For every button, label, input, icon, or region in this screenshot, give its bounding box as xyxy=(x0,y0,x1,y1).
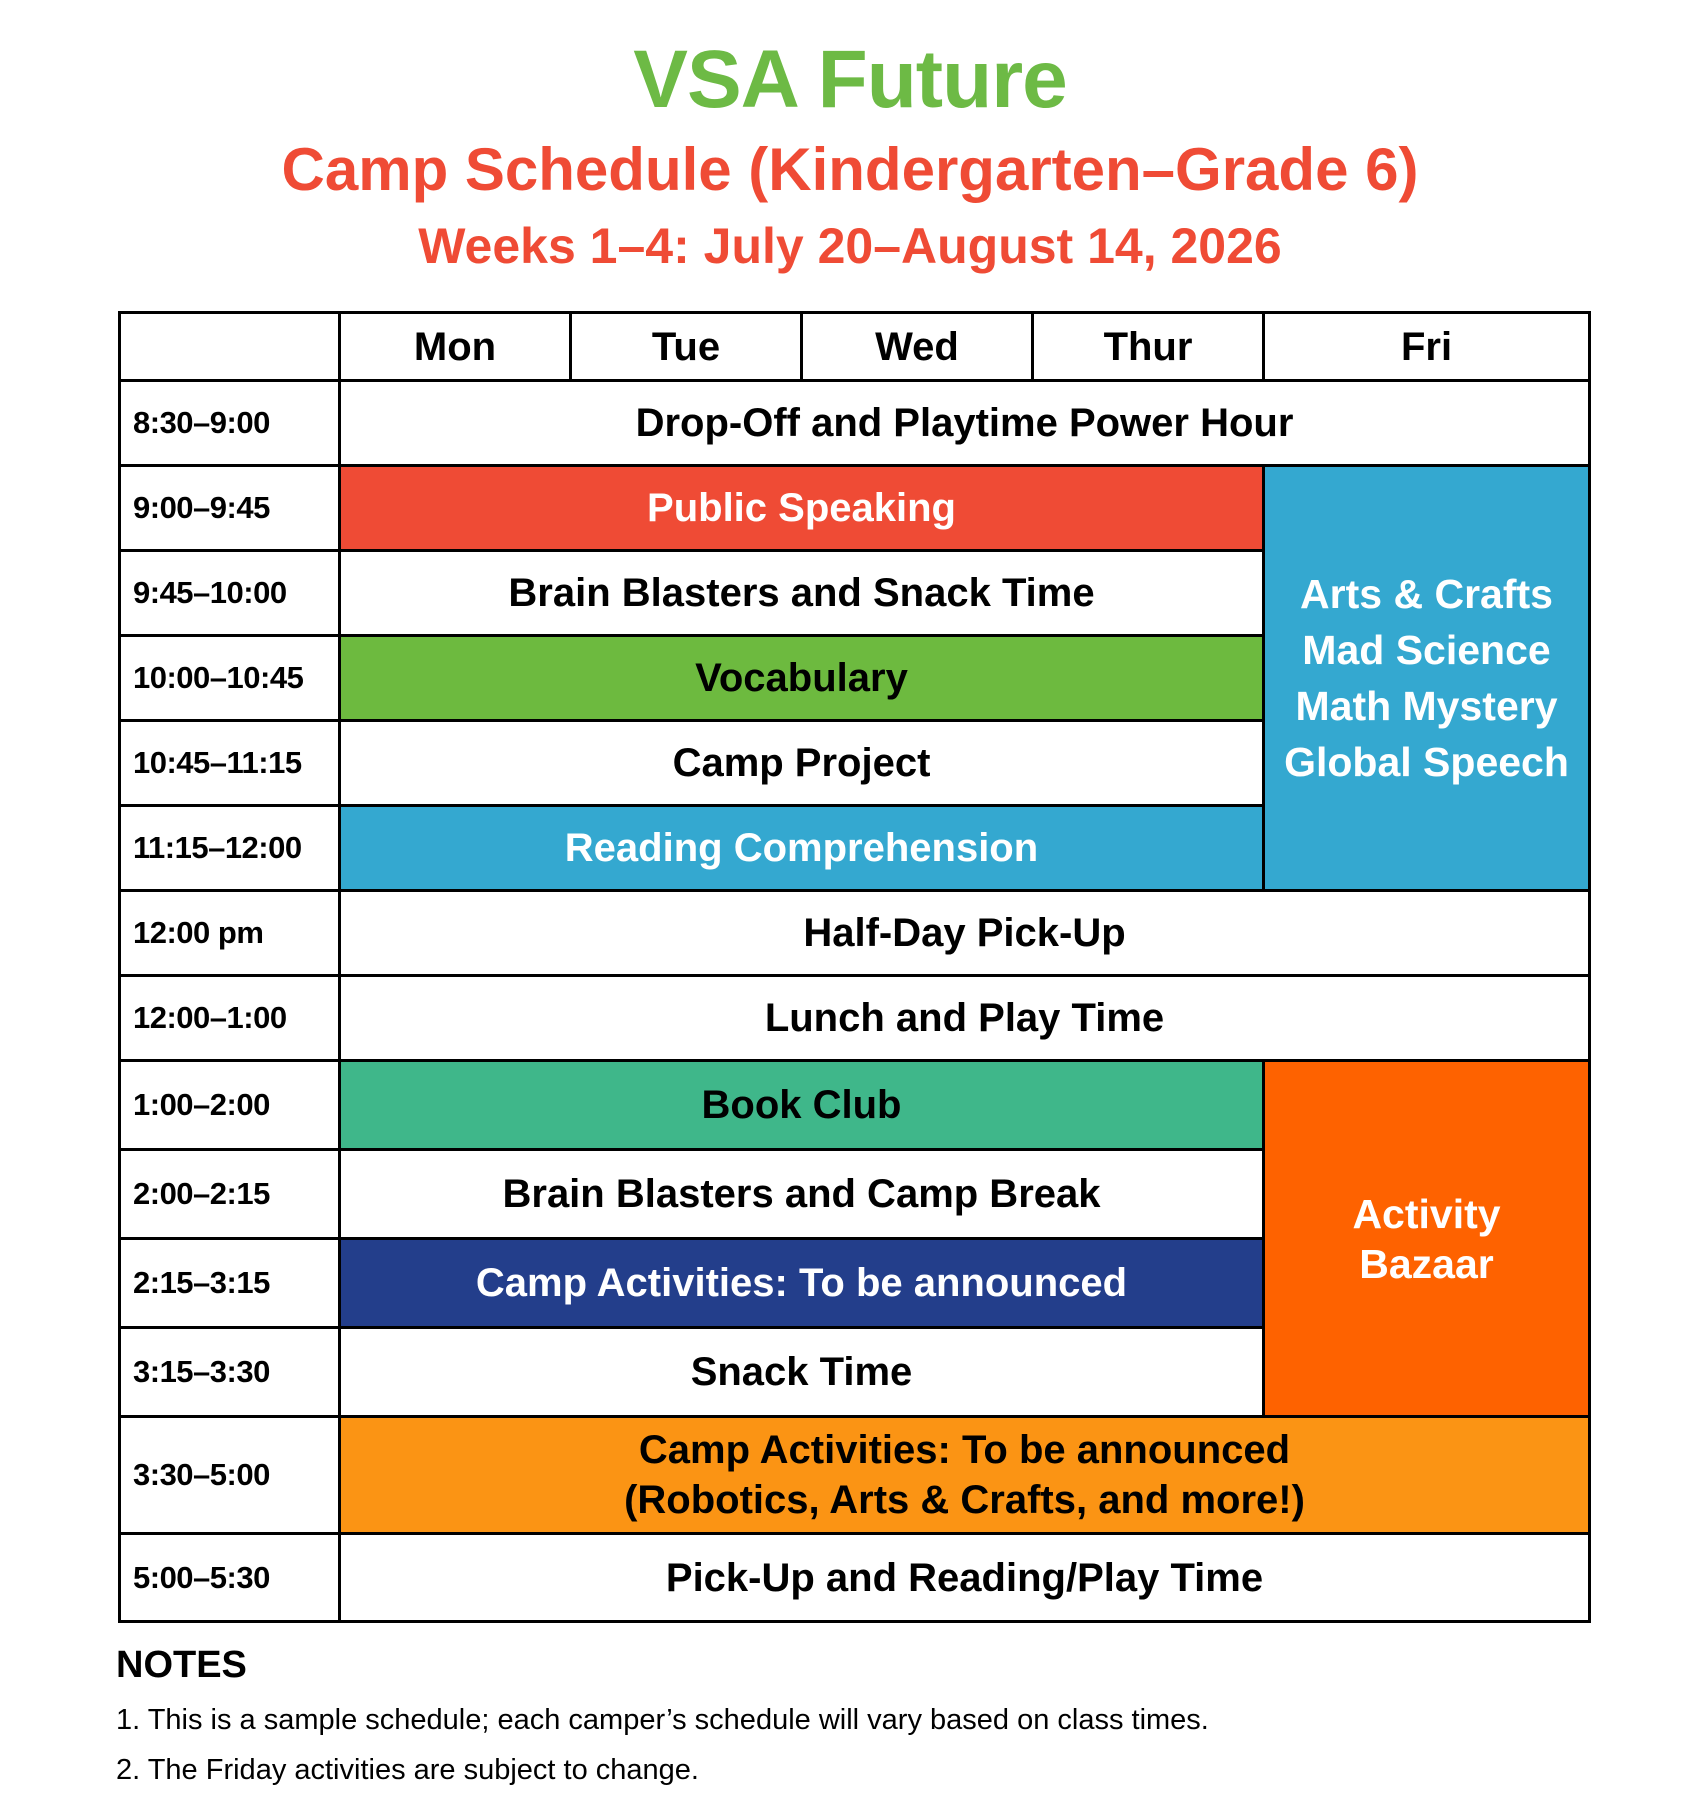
time-cell: 12:00–1:00 xyxy=(120,976,340,1061)
table-row xyxy=(120,381,1590,466)
activity-public-speaking: Public Speaking xyxy=(340,466,1264,551)
friday-afternoon-line: Bazaar xyxy=(1359,1240,1494,1287)
header-row xyxy=(120,313,1590,381)
friday-afternoon-line: Activity xyxy=(1352,1190,1501,1237)
time-cell: 2:00–2:15 xyxy=(120,1150,340,1239)
friday-activity: Arts & Crafts xyxy=(1300,571,1553,617)
time-cell: 1:00–2:00 xyxy=(120,1061,340,1150)
activity-brain-blasters-break: Brain Blasters and Camp Break xyxy=(340,1150,1264,1239)
activity-brain-blasters-snack: Brain Blasters and Snack Time xyxy=(340,551,1264,636)
day-header-thur: Thur xyxy=(1033,313,1264,381)
time-cell: 9:00–9:45 xyxy=(120,466,340,551)
activity-dropoff: Drop-Off and Playtime Power Hour xyxy=(340,381,1590,466)
page-title: VSA Future xyxy=(633,34,1067,125)
table-row xyxy=(120,466,1590,551)
weeks-date-range: Weeks 1–4: July 20–August 14, 2026 xyxy=(418,218,1282,274)
table-row xyxy=(120,1061,1590,1150)
note-item: 2. The Friday activities are subject to change. xyxy=(116,1754,699,1786)
time-cell: 11:15–12:00 xyxy=(120,806,340,891)
day-header-tue: Tue xyxy=(571,313,802,381)
corner-cell xyxy=(120,313,340,381)
day-header-fri: Fri xyxy=(1264,313,1590,381)
schedule-table xyxy=(118,311,1591,1623)
friday-morning-block xyxy=(1264,466,1590,891)
activity-half-day-pickup: Half-Day Pick-Up xyxy=(340,891,1590,976)
note-item: 1. This is a sample schedule; each camper’s schedule will vary based on class times. xyxy=(116,1704,1209,1736)
friday-activity: Math Mystery xyxy=(1295,683,1558,729)
afternoon-activity-line: (Robotics, Arts & Crafts, and more!) xyxy=(624,1478,1305,1522)
day-header-mon: Mon xyxy=(340,313,571,381)
activity-vocabulary: Vocabulary xyxy=(340,636,1264,721)
time-cell: 10:45–11:15 xyxy=(120,721,340,806)
activity-pickup-reading: Pick-Up and Reading/Play Time xyxy=(340,1534,1590,1622)
activity-reading-comprehension: Reading Comprehension xyxy=(340,806,1264,891)
activity-book-club: Book Club xyxy=(340,1061,1264,1150)
activity-camp-activities-afternoon xyxy=(340,1417,1590,1534)
time-cell: 9:45–10:00 xyxy=(120,551,340,636)
activity-camp-activities-tba: Camp Activities: To be announced xyxy=(340,1239,1264,1328)
activity-camp-project: Camp Project xyxy=(340,721,1264,806)
friday-activity: Global Speech xyxy=(1284,739,1569,785)
notes-title: NOTES xyxy=(116,1644,247,1686)
friday-afternoon-block xyxy=(1264,1061,1590,1417)
time-cell: 3:15–3:30 xyxy=(120,1328,340,1417)
friday-activity: Mad Science xyxy=(1302,627,1551,673)
table-row xyxy=(120,1417,1590,1534)
afternoon-activity-line: Camp Activities: To be announced xyxy=(638,1428,1291,1472)
time-cell: 10:00–10:45 xyxy=(120,636,340,721)
schedule-subtitle: Camp Schedule (Kindergarten–Grade 6) xyxy=(281,136,1419,203)
table-row xyxy=(120,891,1590,976)
day-header-wed: Wed xyxy=(802,313,1033,381)
time-cell: 8:30–9:00 xyxy=(120,381,340,466)
notes-section xyxy=(116,1642,1566,1788)
time-cell: 3:30–5:00 xyxy=(120,1417,340,1534)
time-cell: 12:00 pm xyxy=(120,891,340,976)
activity-snack-time: Snack Time xyxy=(340,1328,1264,1417)
table-row xyxy=(120,1534,1590,1622)
time-cell: 2:15–3:15 xyxy=(120,1239,340,1328)
table-row xyxy=(120,976,1590,1061)
time-cell: 5:00–5:30 xyxy=(120,1534,340,1622)
activity-lunch: Lunch and Play Time xyxy=(340,976,1590,1061)
